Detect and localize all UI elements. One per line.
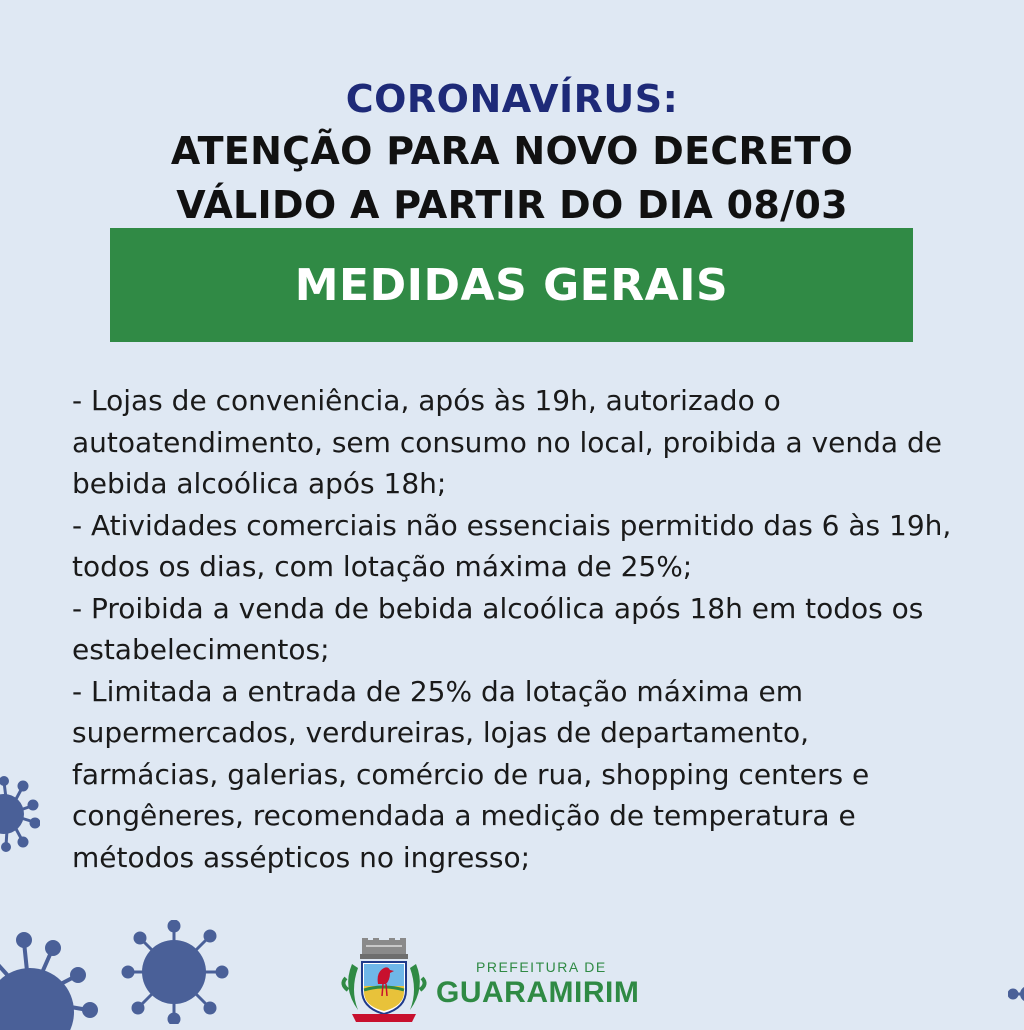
section-banner-title: MEDIDAS GERAIS — [294, 259, 729, 311]
footer-prefix: PREFEITURA DE — [476, 959, 607, 975]
header-subtitle-line2: VÁLIDO A PARTIR DO DIA 08/03 — [176, 183, 848, 227]
measure-item: - Limitada a entrada de 25% da lotação máxima em supermercados, verdureiras, lojas de departamento, farmácias, galerias, comércio de rua, shopping centers e congêneres, recomendada a medição de temperatura e métodos assépticos no ingresso; — [72, 674, 870, 874]
section-banner — [110, 228, 913, 342]
measure-item: - Proibida a venda de bebida alcoólica após 18h em todos os estabelecimentos; — [72, 591, 924, 666]
header-title: CORONAVÍRUS: — [345, 77, 679, 121]
measure-item: - Lojas de conveniência, após às 19h, autorizado o autoatendimento, sem consumo no local, proibida a venda de bebida alcoólica após 18h; — [72, 384, 942, 500]
virus-icon — [0, 930, 100, 1030]
footer-brand — [436, 958, 639, 1010]
measures-list — [72, 380, 952, 878]
city-coat-of-arms-icon — [338, 938, 430, 1024]
virus-icon — [118, 920, 230, 1024]
header-subtitle-line1: ATENÇÃO PARA NOVO DECRETO — [170, 129, 854, 173]
header — [0, 74, 1024, 232]
virus-icon — [1008, 980, 1024, 1010]
virus-icon — [0, 776, 40, 852]
footer-city: GUARAMIRIM — [436, 976, 640, 1009]
measure-item: - Atividades comerciais não essenciais permitido das 6 às 19h, todos os dias, com lotação máxima de 25%; — [72, 508, 952, 583]
